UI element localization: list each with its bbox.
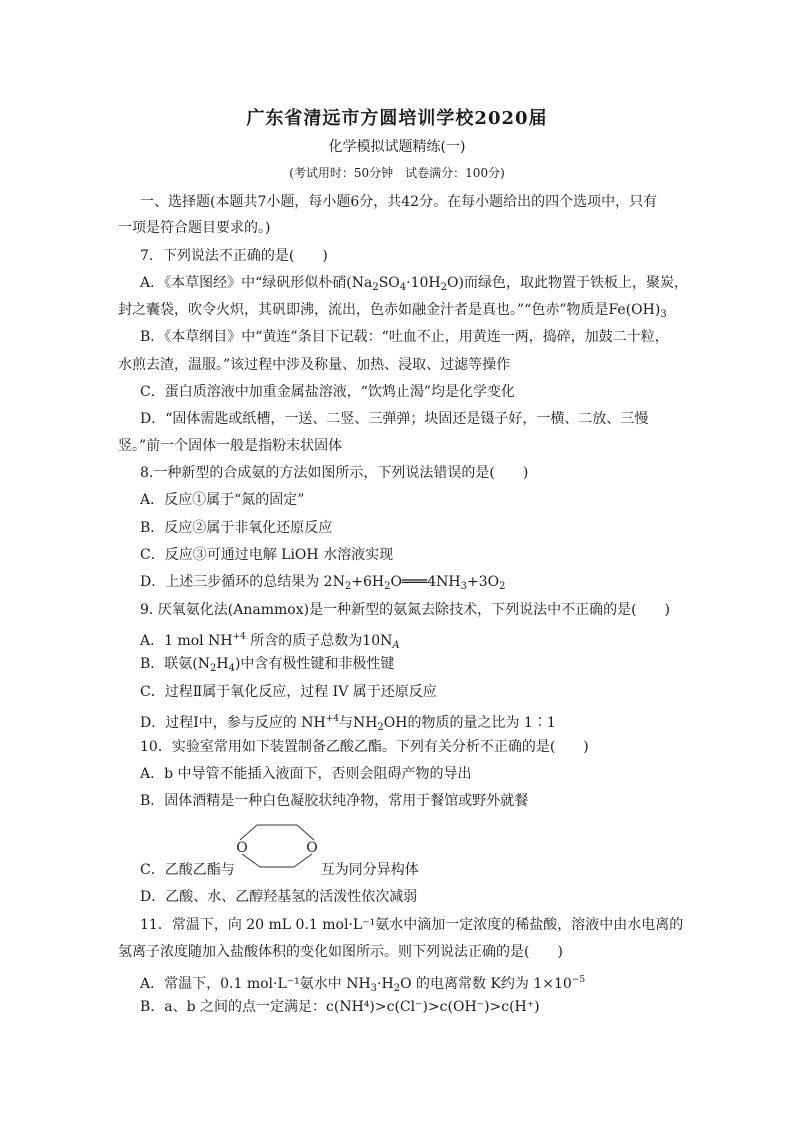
q9-option-b: B．联氨$(N_2H_4)$中含有极性键和非极性键 [140,656,395,674]
q11-stem-line2: 氢离子浓度随加入盐酸体积的变化如图所示。则下列说法正确的是( ) [118,944,563,960]
q7-option-b-line1: B．《本草纲目》中“黄连”条目下记载：“吐血不止，用黄连一两，捣碎，加鼓二十粒， [140,329,669,345]
q8-stem: 8.一种新型的合成氨的方法如图所示，下列说法错误的是( ) [140,465,529,481]
q9-option-c: C．过程Ⅱ属于氧化反应，过程 IV 属于还原反应 [140,684,437,700]
q10-option-a: A．b 中导管不能插入液面下，否则会阻碍产物的导出 [140,766,472,782]
q10-stem: 10．实验室常用如下装置制备乙酸乙酯。下列有关分析不正确的是( ) [140,739,589,755]
section-intro-line2: 一项是符合题目要求的。) [118,220,271,236]
ring-bond-upper-right [297,825,314,840]
q11-option-b: B．a、b 之间的点一定满足：c(NH⁴)>c(Cl⁻)>c(OH⁻)>c(H⁺) [140,999,540,1015]
q7-option-a-line2: 封之囊袋，吹令火炽，其矾即沸，流出，色赤如融金汁者是真也。”“色赤”物质是$Fe(OH)_3$ [118,302,667,320]
q8-option-d: D．上述三步循环的总结果为 $2N_2+6H_2O═══4NH_3+3O_2$ [140,574,506,592]
q7-option-b-line2: 水煎去渣，温服。”该过程中涉及称量、加热、浸取、过滤等操作 [118,357,511,373]
q7-option-a-line1: A．《本草图经》中“绿矾形似朴硝$(Na_2SO_4\cdot 10H_2O)$而绿色，取此物置于铁板上，聚炭， [140,275,688,293]
q7-stem: 7．下列说法不正确的是( ) [140,248,328,264]
q11-option-a: A．常温下，0.1 mol·L⁻¹氨水中 $NH_3\cdot H_2O$ 的电离常数 K约为 $1\times 10^{-5}$ [140,975,586,994]
ring-oxygen-right: O [306,840,318,856]
exam-info: (考试用时：50分钟 试卷满分：100分) [289,166,505,180]
q7-option-d-line1: D．“固体需匙或纸槽，一送、二竖、三弹弹；块固还是镊子好，一横、二放、三慢 [140,411,649,427]
q9-stem: 9. 厌氧氨化法(Anammox)是一种新型的氨氮去除技术，下列说法中不正确的是( ) [140,602,671,618]
q10-option-c: C．乙酸乙酯与 互为同分异构体 [140,862,419,878]
page-subtitle: 化学模拟试题精练(一) [328,139,466,155]
ring-bond-upper-left [240,825,257,840]
q11-stem-line1: 11．常温下，向 20 mL 0.1 mol·L⁻¹氨水中滴加一定浓度的稀盐酸，溶液中由水电离的 [140,917,684,933]
q8-option-a: A．反应①属于“氮的固定” [140,492,305,508]
q10-option-d: D．乙酸、水、乙醇羟基氢的活泼性依次减弱 [140,889,418,905]
q9-option-d: D．过程Ⅰ中，参与反应的 $NH^{+4}$与$NH_2OH$的物质的量之比为 1∶1 [140,714,556,733]
q9-option-a: A．1 mol $NH^{+4}$ 所含的质子总数为$10N_A$ [140,632,400,651]
q8-option-c: C．反应③可通过电解 LiOH 水溶液实现 [140,547,394,563]
section-intro-line1: 一、选择题(本题共7小题，每小题6分，共42分。在每小题给出的四个选项中，只有 [140,194,658,210]
page-title: 广东省清远市方圆培训学校2020届 [246,108,548,129]
q10-option-b: B．固体酒精是一种白色凝胶状纯净物，常用于餐馆或野外就餐 [140,793,529,809]
q7-option-d-line2: 竖。”前一个固体一般是指粉末状固体 [118,438,343,454]
q7-option-c: C．蛋白质溶液中加重金属盐溶液，“饮鸩止渴”均是化学变化 [140,384,516,400]
q8-option-b: B．反应②属于非氧化还原反应 [140,520,333,536]
ring-oxygen-left: O [236,840,248,856]
